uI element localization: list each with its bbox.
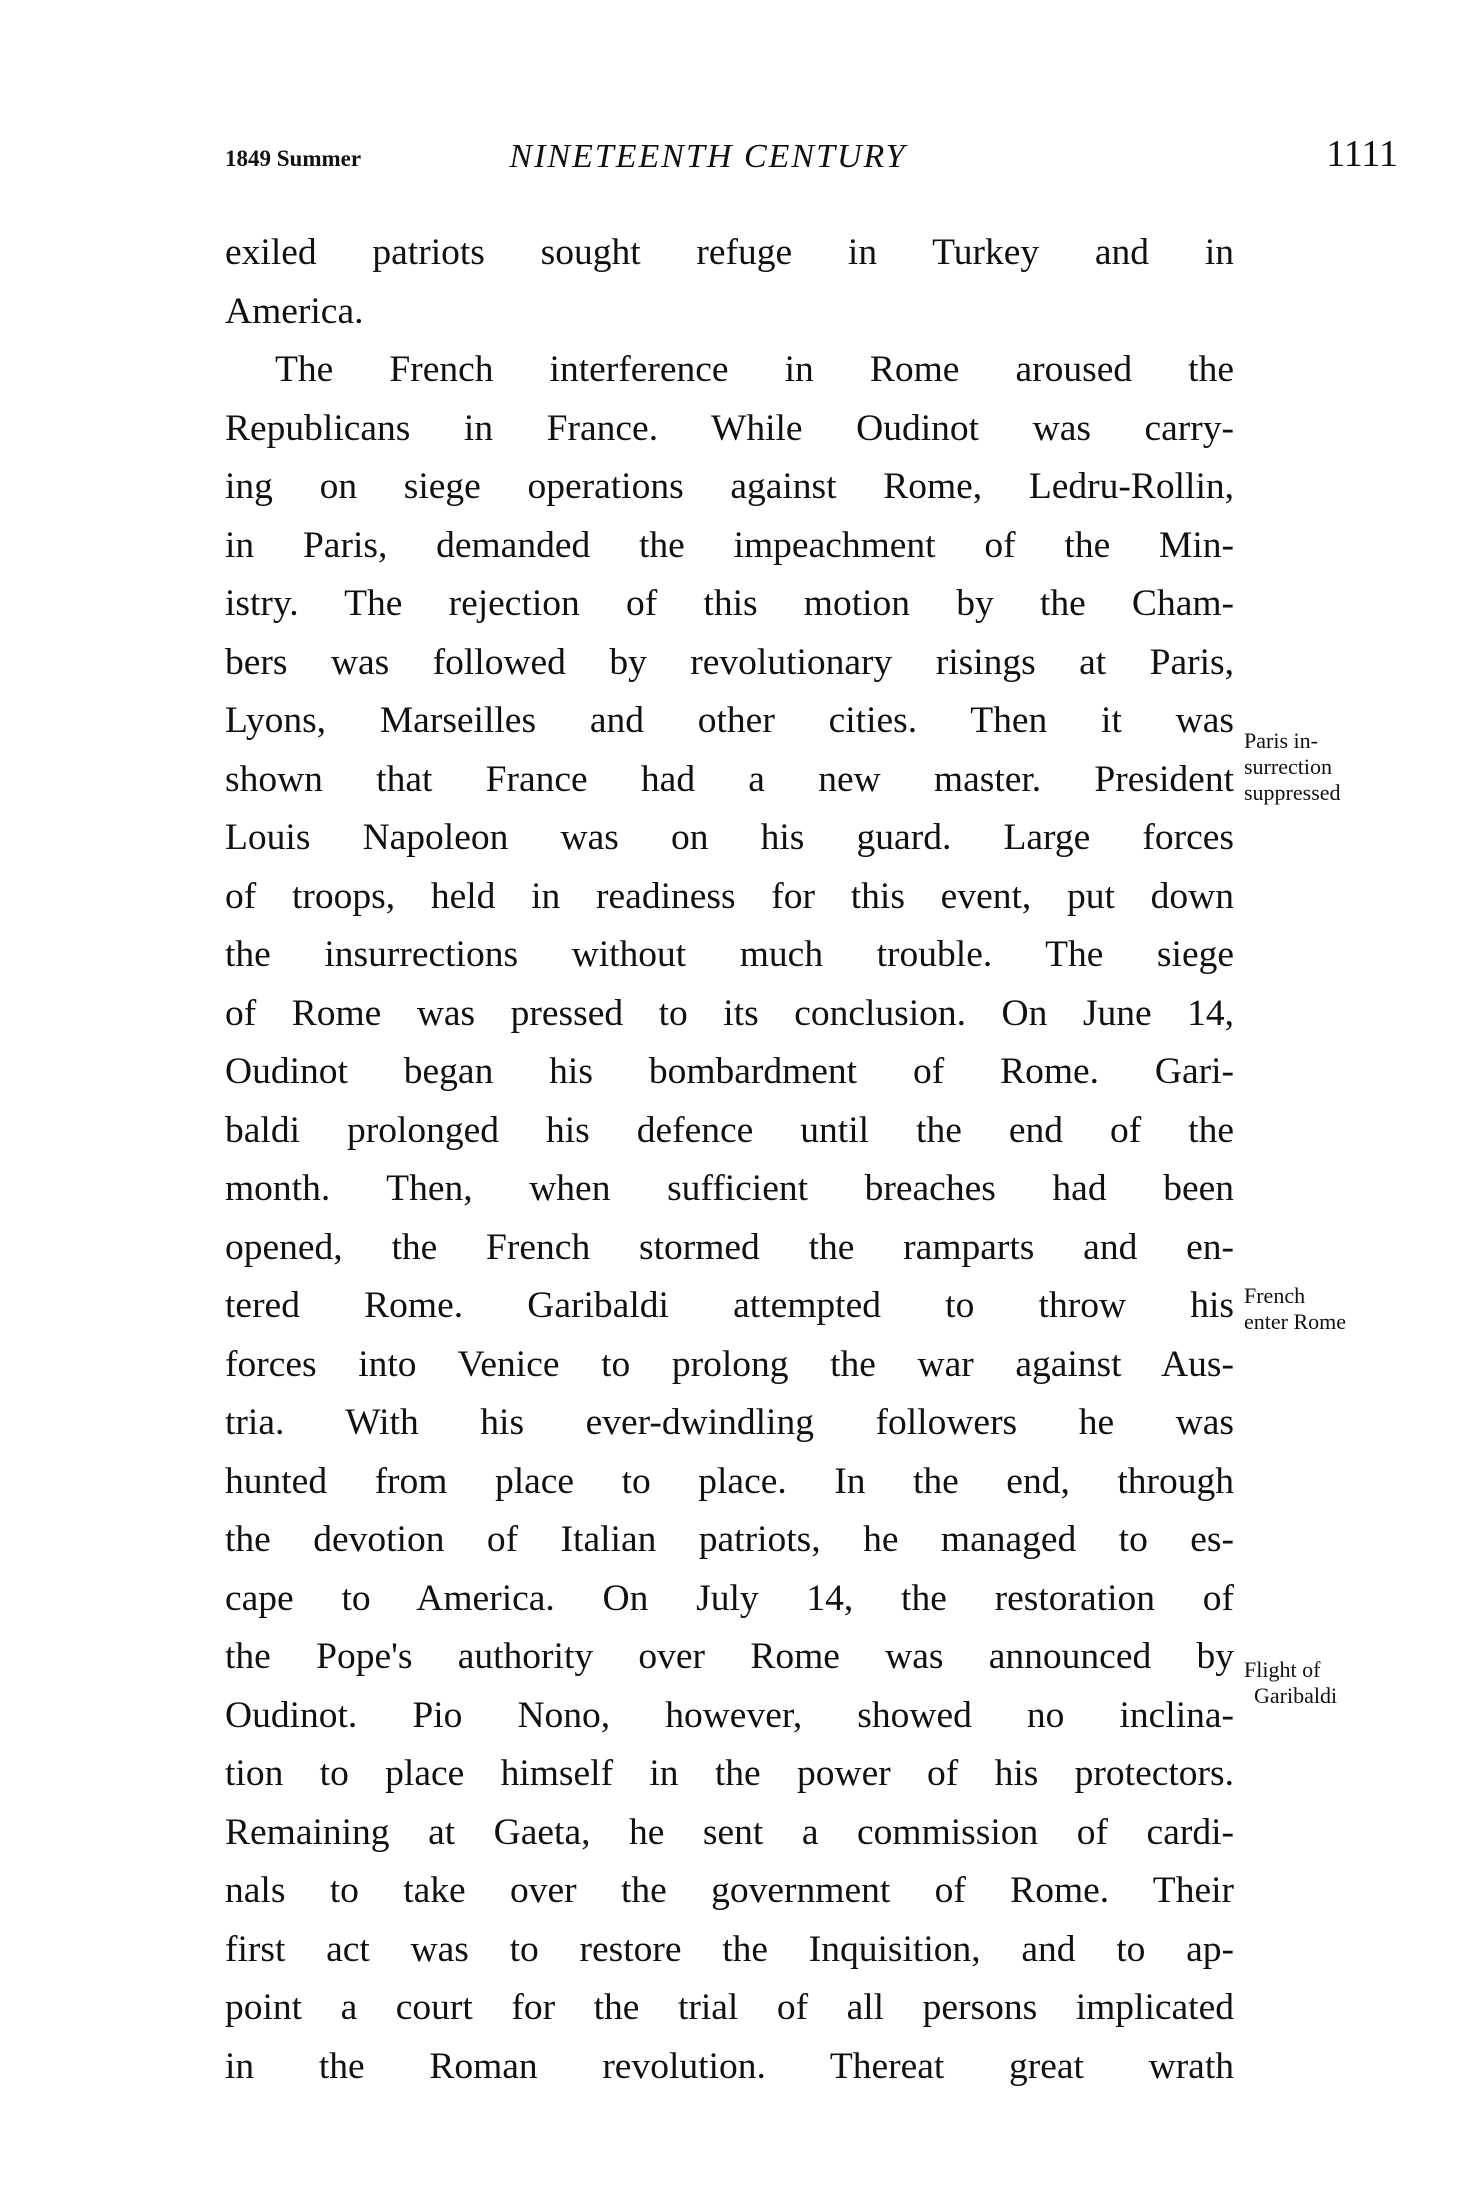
margin-note-line: suppressed [1244,780,1341,805]
text-line: point a court for the trial of all persons implicated [225,1987,1234,2028]
text-line: America. [225,290,364,332]
text-line: in Paris, demanded the impeachment of the Min- [225,524,1234,566]
text-line: first act was to restore the Inquisition, and to ap- [225,1928,1234,1970]
text-line: ing on siege operations against Rome, Ledru-Rollin, [225,466,1234,507]
text-line: in the Roman revolution. Thereat great wrath [225,2045,1234,2087]
text-line: Oudinot. Pio Nono, however, showed no inclina- [225,1694,1234,1736]
text-line: the insurrections without much trouble. The siege [225,934,1234,975]
text-line: The French interference in Rome aroused the [275,349,1234,390]
text-line: exiled patriots sought refuge in Turkey and in [225,232,1234,273]
page-number: 1111 [1326,133,1398,175]
margin-note-line: Flight of [1244,1657,1321,1682]
text-line: cape to America. On July 14, the restoration of [225,1577,1234,1619]
margin-note-french [1244,1283,1346,1335]
text-line: Louis Napoleon was on his guard. Large forces [225,817,1234,858]
margin-note-line: enter Rome [1244,1309,1347,1334]
text-line: the devotion of Italian patriots, he managed to es- [225,1519,1234,1560]
margin-note-line: French [1244,1283,1306,1308]
text-line: Oudinot began his bombardment of Rome. Gari- [225,1051,1234,1092]
running-head-date: 1849 Summer [225,146,362,171]
margin-note-line: Paris in- [1244,728,1318,753]
text-line: istry. The rejection of this motion by the Cham- [225,583,1234,624]
text-line: bers was followed by revolutionary risings at Paris, [225,641,1234,683]
running-head-title: NINETEENTH CENTURY [509,138,907,175]
margin-note-line: Garibaldi [1254,1683,1338,1708]
margin-note-paris [1244,728,1341,806]
text-line: Republicans in France. While Oudinot was carry- [225,407,1234,449]
text-line: tion to place himself in the power of his protectors. [225,1753,1234,1794]
text-line: of troops, held in readiness for this event, put down [225,875,1234,917]
text-line: tered Rome. Garibaldi attempted to throw his [225,1285,1234,1326]
margin-note-line: surrection [1244,754,1332,779]
text-line: baldi prolonged his defence until the end of the [225,1109,1234,1151]
text-line: Lyons, Marseilles and other cities. Then it was [225,700,1234,741]
text-line: hunted from place to place. In the end, through [225,1460,1234,1502]
text-line: Remaining at Gaeta, he sent a commission of cardi- [225,1811,1234,1853]
text-line: month. Then, when sufficient breaches had been [225,1168,1234,1209]
text-line: opened, the French stormed the ramparts and en- [225,1226,1234,1268]
text-line: forces into Venice to prolong the war against Aus- [225,1343,1234,1385]
text-line: nals to take over the government of Rome. Their [225,1870,1234,1911]
text-line: the Pope's authority over Rome was announced by [225,1636,1234,1677]
body-text [225,224,1234,2096]
text-line: tria. With his ever-dwindling followers he was [225,1402,1234,1443]
margin-note-garibaldi [1244,1657,1337,1709]
text-line: shown that France had a new master. President [225,758,1234,800]
text-line: of Rome was pressed to its conclusion. On June 14, [225,992,1234,1034]
